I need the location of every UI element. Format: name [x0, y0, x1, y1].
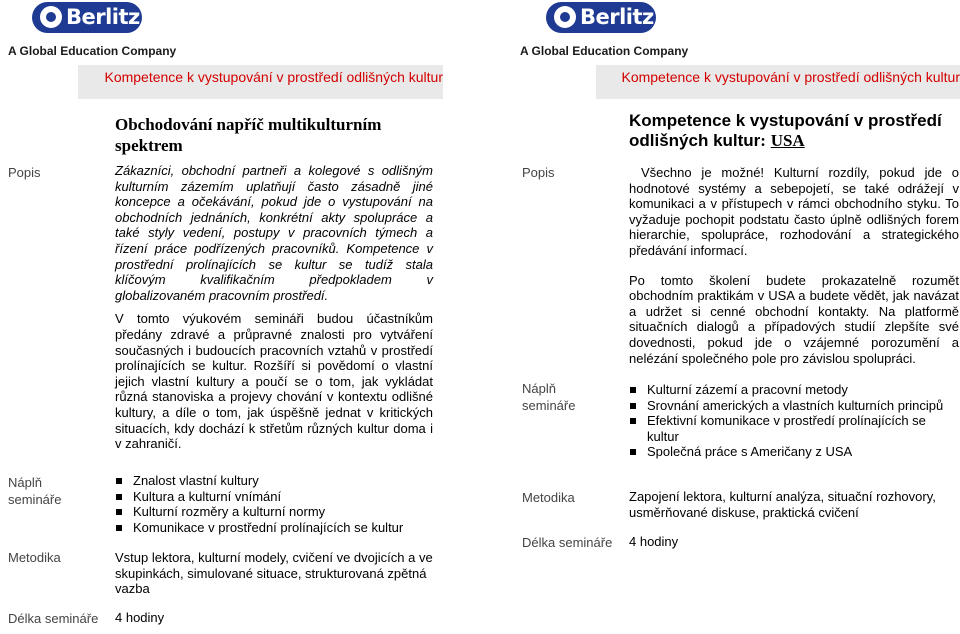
popis-paragraph-1: Všechno je možné! Kulturní rozdíly, pokud jde o hodnotové systémy a sebepojetí, se také odrážejí v komunikaci a v přístupech v rámci obchodního styku. To vyžaduje pochopit podstatu často úplně odlišných forem hierarchie, spolupráce, rozhodování a strategického předávání informací. — [629, 165, 959, 258]
popis-text — [629, 165, 959, 366]
header-band-text: Kompetence k vystupování v prostředí odlišných kultur — [621, 69, 960, 85]
label-napln: Náplň semináře — [522, 381, 576, 413]
list-item: Srovnání amerických a vlastních kulturních principů — [629, 398, 959, 414]
logo-wordmark: Berlitz — [66, 5, 140, 29]
list-item: Společná práce s Američany z USA — [629, 444, 959, 460]
list-item: Komunikace v prostřední prolínajících se kultur — [115, 520, 445, 536]
metodika-text: Vstup lektora, kulturní modely, cvičení ve dvojicích a ve skupinkách, simulované situace, strukturovaná zpětná vazba — [115, 550, 433, 597]
globe-icon — [40, 6, 62, 28]
right-page — [512, 0, 960, 634]
popis-paragraph-1: Zákazníci, obchodní partneři a kolegové s odlišným kulturním zázemím uplatňují často zásadně jiné koncepce a očekávání, pokud jde o vystupování na obchodních jednáních, konkrétní akty spolupráce a také styly vedení, postupy v pracovních týmech a řízení práce podřízených pracovníků. Kompetence v prostřední prolínajících se kultur se tudíž stala klíčovým kvalifikačním předpokladem v globalizovaném pracovním prostředí. — [115, 163, 433, 303]
title-country: USA — [770, 131, 805, 150]
label-metodika: Metodika — [522, 490, 575, 505]
berlitz-logo — [546, 2, 656, 33]
metodika-text: Zapojení lektora, kulturní analýza, situační rozhovory, usměrňované diskuse, praktická cvičení — [629, 489, 936, 520]
popis-paragraph-2: V tomto výukovém semináři budou účastníkům předány zdravé a průpravné znalosti pro vytváření současných i budoucích pracovních vztahů v prostředí prolínajících se kultur. Rozšíří si povědomí o vlastní jejich vlastní kultury a poučí se o tom, jak vykládat různá stanoviska a projevy chování v kontextu odlišné kultury, a díle o tom, jak úspěšně jednat v kritických situacích, kdy dochází k střetům různých kultur doma i v zahraničí. — [115, 311, 433, 452]
label-delka: Délka semináře — [522, 535, 613, 550]
title-colon: : — [760, 131, 766, 150]
popis-paragraph-2: Po tomto školení budete prokazatelně rozumět obchodním praktikám v USA a budete vědět, jak navázat a udržet si cenné obchodní kontakty. Na platformě situačních dialogů a případových studií zlepšíte své dovednosti, pokud jde o vzájemné porozumění a nelézání společného pole pro závislou spolupráci. — [629, 272, 959, 366]
popis-text — [115, 163, 433, 452]
title-main: Kompetence k vystupování v prostředí odlišných kultur — [629, 111, 942, 150]
berlitz-logo — [32, 2, 142, 33]
logo-wordmark: Berlitz — [580, 5, 654, 29]
list-item: Znalost vlastní kultury — [115, 473, 445, 489]
header-band — [596, 65, 960, 99]
tagline: A Global Education Company — [520, 44, 689, 58]
header-band — [78, 65, 443, 99]
page-title — [629, 111, 959, 151]
napln-list — [115, 473, 445, 535]
list-item: Kultura a kulturní vnímání — [115, 489, 445, 505]
tagline: A Global Education Company — [8, 44, 177, 58]
delka-text: 4 hodiny — [115, 610, 165, 625]
delka-text: 4 hodiny — [629, 534, 679, 549]
page-title: Obchodování napříč multikulturním spektrem — [115, 115, 382, 155]
label-delka: Délka semináře — [8, 611, 99, 626]
label-metodika: Metodika — [8, 550, 61, 565]
label-napln: Náplň semináře — [8, 475, 62, 507]
list-item: Kulturní zázemí a pracovní metody — [629, 382, 959, 398]
header-band-text: Kompetence k vystupování v prostředí odlišných kultur — [104, 69, 443, 85]
label-popis: Popis — [8, 165, 41, 180]
napln-list — [629, 382, 959, 460]
globe-icon — [554, 6, 576, 28]
list-item: Kulturní rozměry a kulturní normy — [115, 504, 445, 520]
list-item: Efektivní komunikace v prostředí prolínajících se kultur — [629, 413, 959, 444]
label-popis: Popis — [522, 165, 555, 180]
